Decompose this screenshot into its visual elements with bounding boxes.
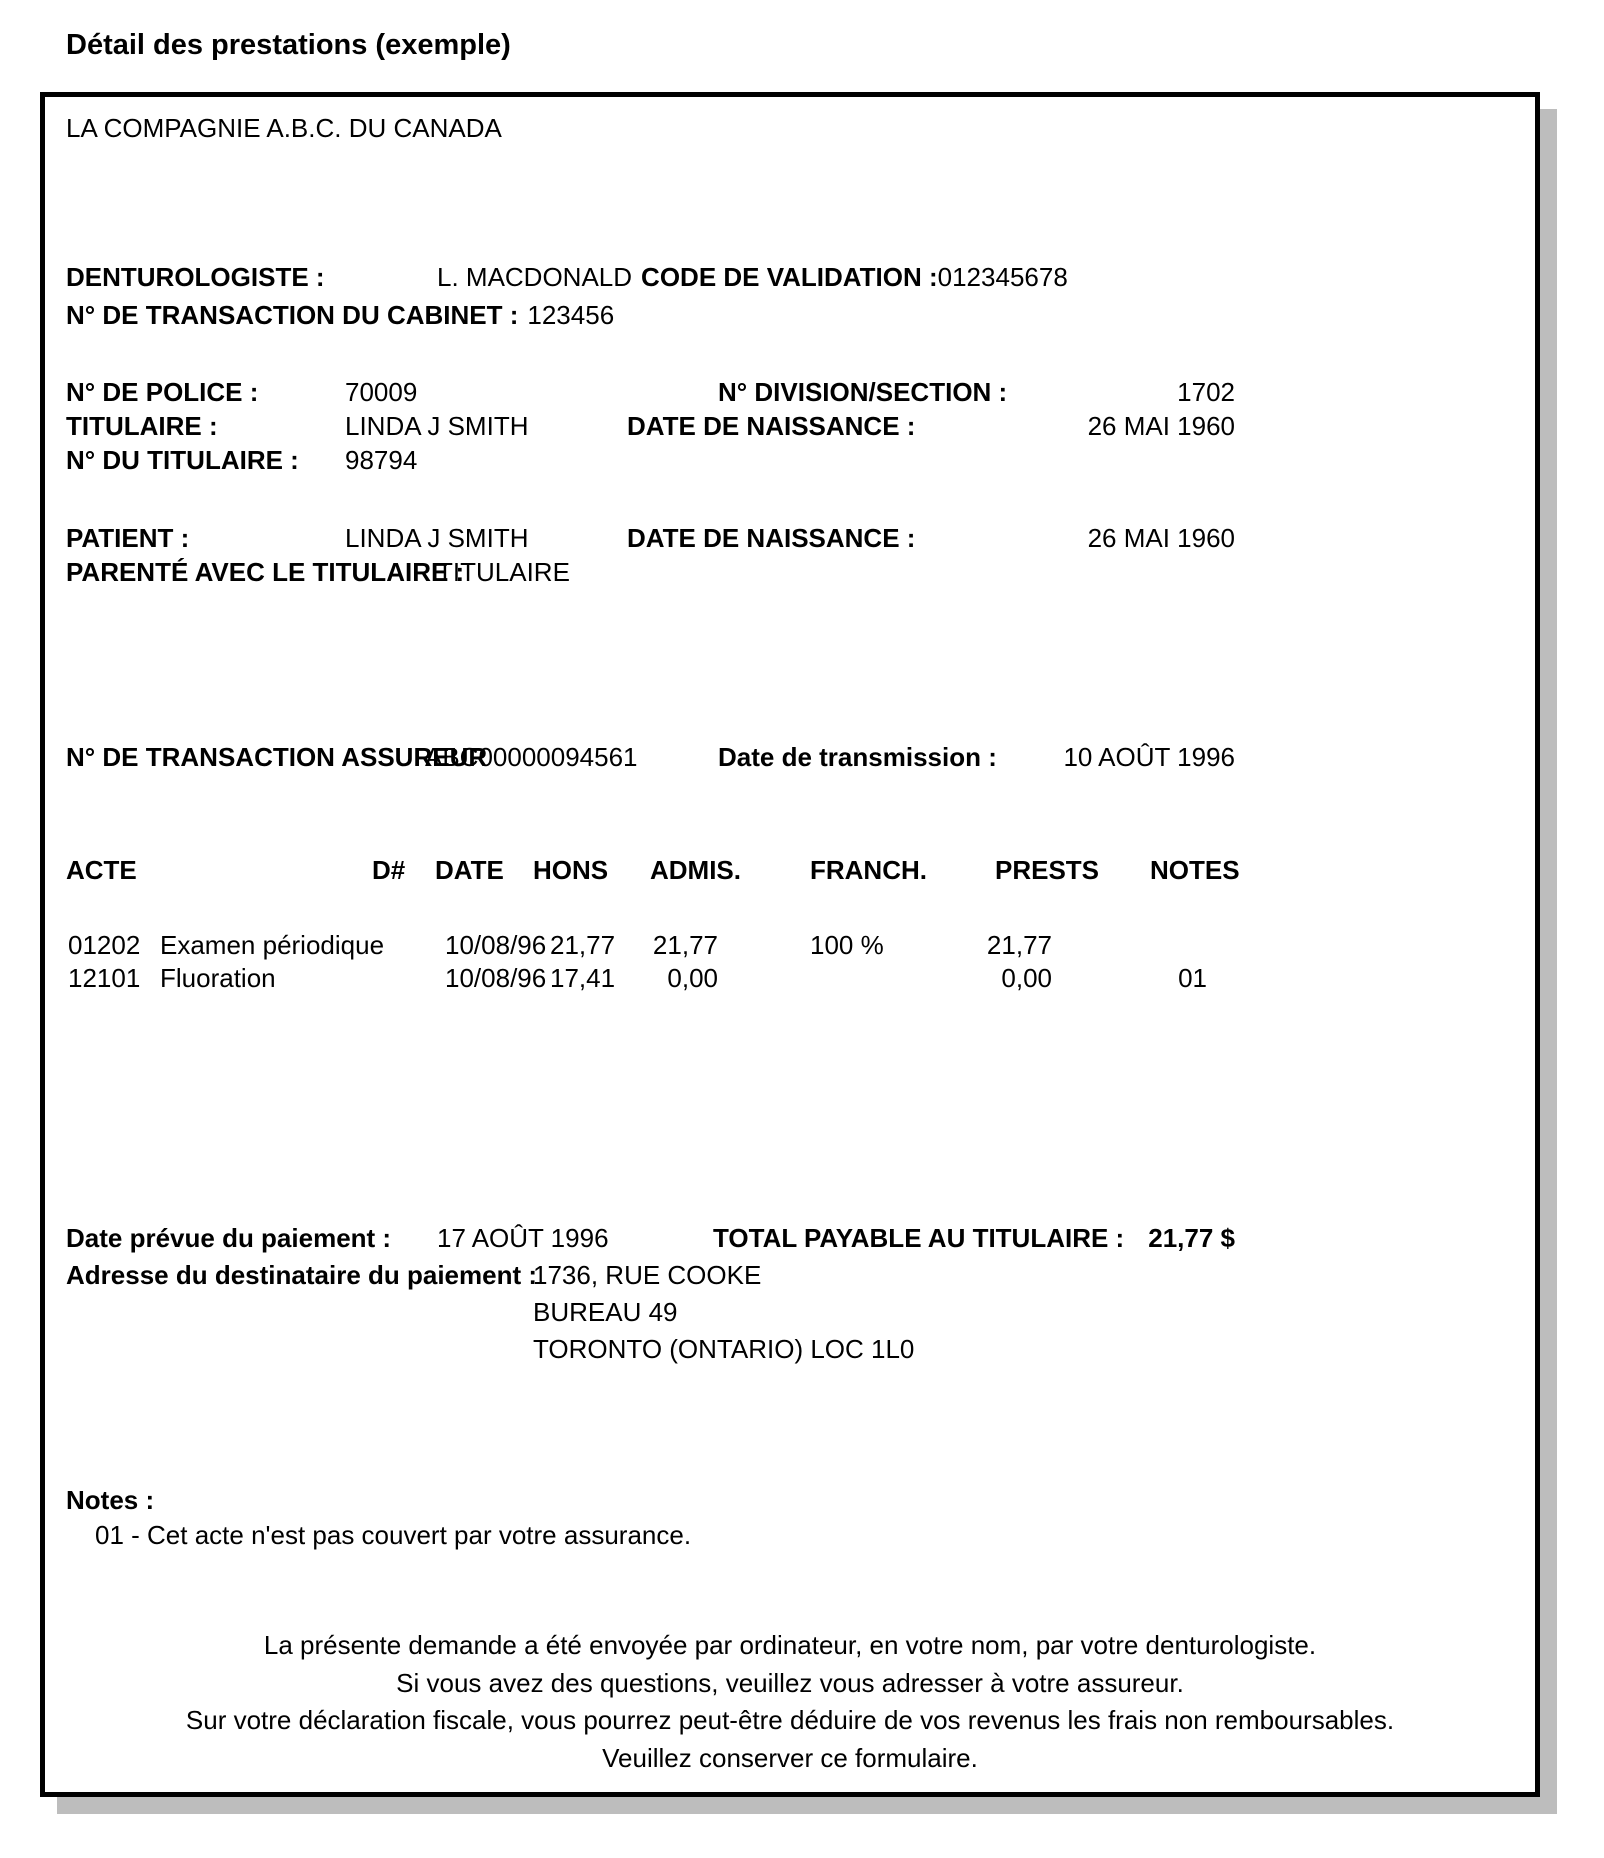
office-transaction-number: 123456	[527, 300, 615, 330]
relation-value: TITULAIRE	[437, 557, 570, 587]
act-date: 10/08/96	[445, 963, 547, 993]
act-admis: 21,77	[652, 930, 718, 960]
table-header-d: D#	[372, 855, 406, 885]
act-hons: 21,77	[550, 930, 616, 960]
patient-label: PATIENT :	[66, 523, 190, 553]
page-title: Détail des prestations (exemple)	[66, 29, 511, 62]
table-header-acte: ACTE	[66, 855, 137, 885]
table-header-prests: PRESTS	[995, 855, 1100, 885]
holder-dob: 26 MAI 1960	[1087, 411, 1235, 441]
payee-address-line-2: BUREAU 49	[533, 1297, 678, 1327]
table-header-admis: ADMIS.	[650, 855, 741, 885]
police-number: 70009	[345, 377, 418, 407]
holder-dob-label: DATE DE NAISSANCE :	[627, 411, 916, 441]
payee-address-line-1: 1736, RUE COOKE	[533, 1260, 762, 1290]
act-notes: 01	[1178, 963, 1207, 993]
table-header-notes: NOTES	[1150, 855, 1240, 885]
footer-line-1: La présente demande a été envoyée par ordinateur, en votre nom, par votre denturologiste.	[263, 1630, 1317, 1660]
holder-name: LINDA J SMITH	[345, 411, 529, 441]
patient-dob-label: DATE DE NAISSANCE :	[627, 523, 916, 553]
claim-form	[40, 92, 1540, 1797]
division-label: N° DIVISION/SECTION :	[718, 377, 1008, 407]
act-prests: 21,77	[986, 930, 1052, 960]
note-item: 01 - Cet acte n'est pas couvert par votre assurance.	[95, 1520, 692, 1550]
transmission-date: 10 AOÛT 1996	[1063, 742, 1235, 772]
insurer-transaction-number: ABC00000094561	[425, 742, 638, 772]
validation-code-value: 012345678	[937, 262, 1068, 292]
payment-date: 17 AOÛT 1996	[437, 1223, 609, 1253]
act-description: Examen périodique	[160, 930, 385, 960]
total-payable-amount: 21,77 $	[1148, 1223, 1235, 1253]
validation-code-label: CODE DE VALIDATION :	[641, 262, 938, 292]
payee-address-line-3: TORONTO (ONTARIO) LOC 1L0	[533, 1334, 915, 1364]
police-label: N° DE POLICE :	[66, 377, 259, 407]
provider-name: L. MACDONALD	[437, 262, 633, 292]
footer-line-4: Veuillez conserver ce formulaire.	[602, 1743, 978, 1773]
provider-value-line	[437, 262, 1068, 292]
footer-line-2: Si vous avez des questions, veuillez vous adresser à votre assureur.	[396, 1668, 1184, 1698]
relation-label: PARENTÉ AVEC LE TITULAIRE :	[66, 557, 465, 587]
act-code: 01202	[68, 930, 141, 960]
patient-dob: 26 MAI 1960	[1087, 523, 1235, 553]
holder-label: TITULAIRE :	[66, 411, 218, 441]
insurer-transaction-label: N° DE TRANSACTION ASSUREUR	[66, 742, 488, 772]
table-header-franch: FRANCH.	[810, 855, 927, 885]
act-admis: 0,00	[667, 963, 718, 993]
provider-label: DENTUROLOGISTE :	[66, 262, 325, 292]
office-transaction-line	[66, 300, 614, 330]
footer-line-3: Sur votre déclaration fiscale, vous pourrez peut-être déduire de vos revenus les frais non remboursables.	[185, 1705, 1395, 1735]
total-payable-label: TOTAL PAYABLE AU TITULAIRE :	[713, 1223, 1125, 1253]
act-code: 12101	[68, 963, 141, 993]
holder-number: 98794	[345, 445, 418, 475]
patient-name: LINDA J SMITH	[345, 523, 529, 553]
act-description: Fluoration	[160, 963, 276, 993]
transmission-date-label: Date de transmission :	[718, 742, 997, 772]
company-name: LA COMPAGNIE A.B.C. DU CANADA	[66, 113, 502, 143]
notes-label: Notes :	[66, 1485, 155, 1515]
payee-address-label: Adresse du destinataire du paiement :	[66, 1260, 538, 1290]
office-transaction-label: N° DE TRANSACTION DU CABINET :	[66, 300, 519, 330]
table-header-date: DATE	[435, 855, 504, 885]
act-prests: 0,00	[1001, 963, 1052, 993]
division-number: 1702	[1177, 377, 1235, 407]
table-header-hons: HONS	[533, 855, 609, 885]
holder-number-label: N° DU TITULAIRE :	[66, 445, 299, 475]
act-hons: 17,41	[550, 963, 616, 993]
act-franch: 100 %	[810, 930, 884, 960]
act-date: 10/08/96	[445, 930, 547, 960]
payment-date-label: Date prévue du paiement :	[66, 1223, 392, 1253]
